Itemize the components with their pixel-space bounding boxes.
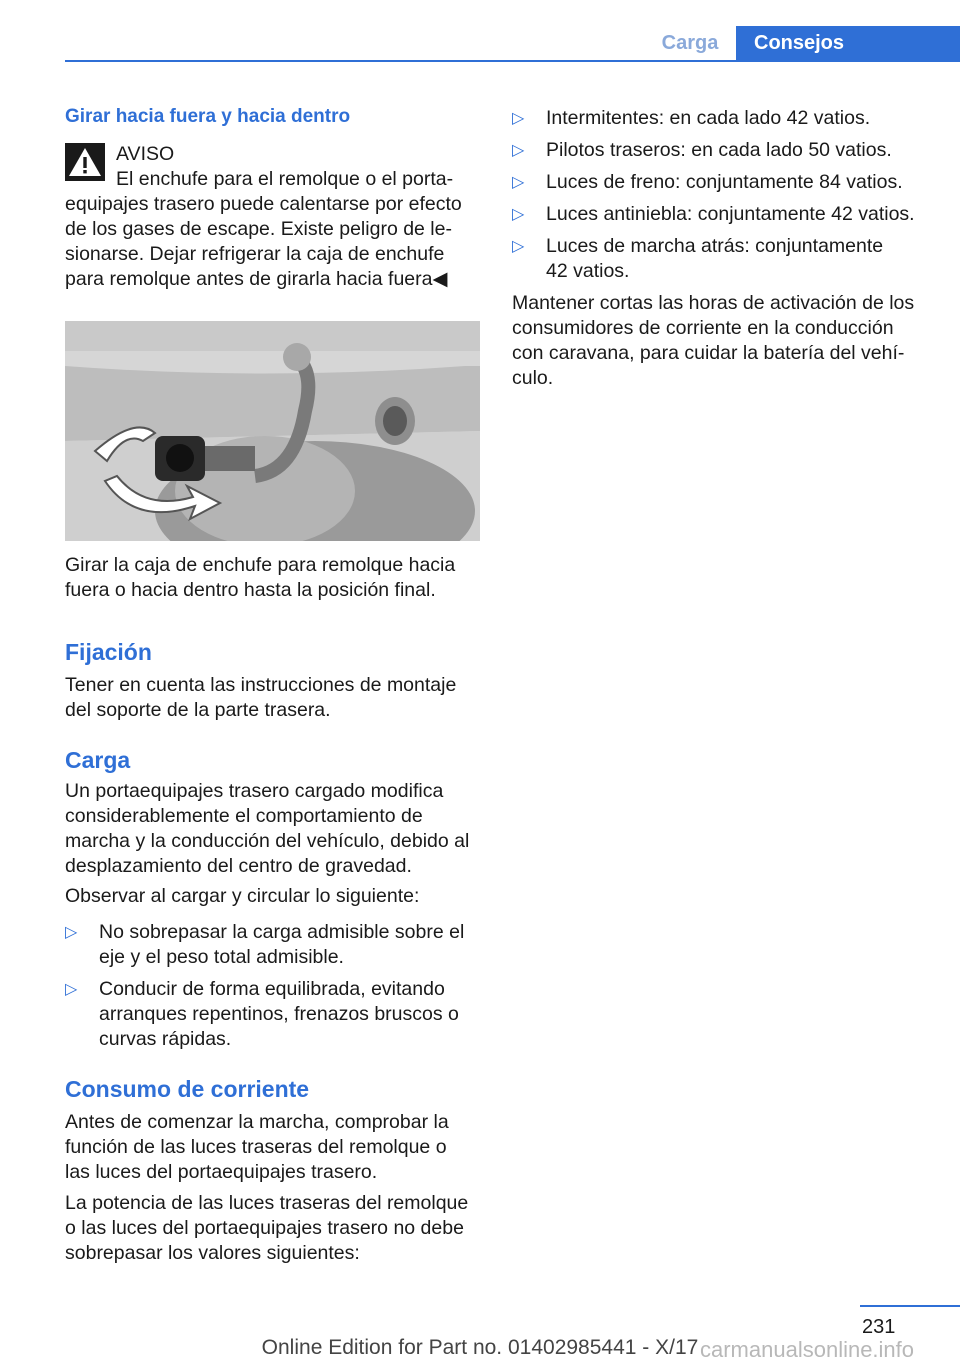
heading-girar: Girar hacia fuera y hacia dentro: [65, 106, 351, 127]
list-item: ▷ Intermitentes: en cada lado 42 vatios.: [512, 107, 871, 129]
paragraph: marcha y la conducción del vehículo, debido al: [65, 830, 470, 852]
paragraph: Mantener cortas las horas de activación de los: [512, 292, 915, 314]
paragraph: Tener en cuenta las instrucciones de montaje: [65, 674, 457, 696]
triangle-bullet-icon: ▷: [512, 238, 525, 255]
paragraph: Observar al cargar y circular lo siguiente:: [65, 885, 420, 907]
list-item: ▷ Conducir de forma equilibrada, evitando arranques repentinos, frenazos bruscos o curvas rápidas.: [65, 978, 459, 1050]
warning-text: sionarse. Dejar refrigerar la caja de enchufe: [65, 243, 445, 265]
paragraph: consumidores de corriente en la conducción: [512, 317, 894, 339]
figure-caption: Girar la caja de enchufe para remolque hacia: [65, 554, 456, 576]
triangle-bullet-icon: ▷: [512, 110, 525, 127]
triangle-bullet-icon: ▷: [512, 142, 525, 159]
triangle-bullet-icon: ▷: [512, 206, 525, 223]
paragraph: las luces del portaequipajes trasero.: [65, 1161, 378, 1183]
paragraph: Un portaequipajes trasero cargado modifica: [65, 780, 444, 802]
tab-carga[interactable]: Carga: [661, 32, 719, 54]
list-item: ▷ Luces antiniebla: conjuntamente 42 vatios.: [512, 203, 915, 225]
heading-fijacion: Fijación: [65, 639, 152, 665]
paragraph: del soporte de la parte trasera.: [65, 699, 331, 721]
warning-icon: [65, 143, 105, 181]
tab-consejos[interactable]: Consejos: [736, 26, 960, 62]
watermark: carmanualsonline.info: [700, 1337, 915, 1362]
list-item: ▷ No sobrepasar la carga admisible sobre el eje y el peso total admisible.: [65, 921, 465, 968]
paragraph: sobrepasar los valores siguientes:: [65, 1242, 360, 1264]
triangle-bullet-icon: ▷: [65, 981, 78, 998]
paragraph: La potencia de las luces traseras del remolque: [65, 1192, 469, 1214]
edition-line: Online Edition for Part no. 01402985441 - X/17: [261, 1336, 699, 1359]
page-number: 231: [862, 1316, 896, 1338]
paragraph: Antes de comenzar la marcha, comprobar la: [65, 1111, 449, 1133]
footer-rule: [860, 1305, 960, 1307]
figure-caption: fuera o hacia dentro hasta la posición final.: [65, 579, 436, 601]
warning-text: El enchufe para el remolque o el porta‐: [116, 168, 454, 190]
warning-title: AVISO: [116, 143, 175, 165]
paragraph: función de las luces traseras del remolque o: [65, 1136, 447, 1158]
heading-consumo: Consumo de corriente: [65, 1076, 310, 1102]
warning-text: para remolque antes de girarla hacia fuera◀: [65, 268, 448, 290]
heading-carga: Carga: [65, 747, 131, 773]
paragraph: desplazamiento del centro de gravedad.: [65, 855, 412, 877]
triangle-bullet-icon: ▷: [512, 174, 525, 191]
trailer-socket-illustration: [65, 321, 480, 541]
list-item: ▷ Pilotos traseros: en cada lado 50 vatios.: [512, 139, 892, 161]
list-item: ▷ Luces de marcha atrás: conjuntamente 42 vatios.: [512, 235, 884, 282]
list-item: ▷ Luces de freno: conjuntamente 84 vatios.: [512, 171, 903, 193]
paragraph: considerablemente el comportamiento de: [65, 805, 423, 827]
warning-text: de los gases de escape. Existe peligro de le‐: [65, 218, 452, 240]
paragraph: con caravana, para cuidar la batería del vehí‐: [512, 342, 905, 364]
triangle-bullet-icon: ▷: [65, 924, 78, 941]
paragraph: o las luces del portaequipajes trasero no debe: [65, 1217, 464, 1239]
warning-text: equipajes trasero puede calentarse por efecto: [65, 193, 462, 215]
paragraph: culo.: [512, 367, 554, 389]
